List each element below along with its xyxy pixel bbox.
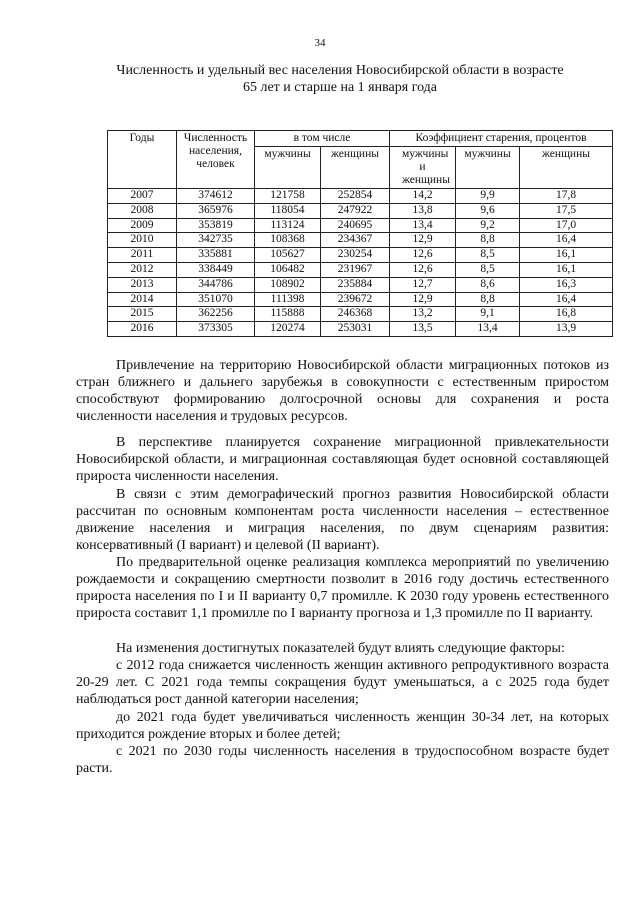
paragraph-7: до 2021 года будет увеличиваться численность женщин 30-34 лет, на которых приходится рождение вторых и более детей;	[76, 710, 609, 742]
cell-men: 113124	[255, 218, 321, 233]
cell-aging-women: 16,4	[520, 292, 613, 307]
page-number: 34	[314, 37, 326, 49]
cell-aging-men: 8,5	[456, 248, 520, 263]
header-men-and-women: мужчины и женщины	[390, 147, 456, 189]
cell-women: 230254	[321, 248, 390, 263]
cell-aging-total: 13,2	[390, 307, 456, 322]
cell-population: 351070	[177, 292, 255, 307]
cell-men: 120274	[255, 322, 321, 337]
cell-aging-men: 8,8	[456, 292, 520, 307]
paragraph-5: На изменения достигнутых показателей будут влиять следующие факторы:	[116, 641, 565, 656]
cell-aging-men: 9,2	[456, 218, 520, 233]
cell-population: 338449	[177, 262, 255, 277]
paragraph-4: По предварительной оценке реализация комплекса мероприятий по увеличению рождаемости и сокращению смертности позволит в 2016 году достичь естественного прироста населения по I и II варианту 0,7 промилле. К 2030 году уровень естественного прироста составит 1,1 промилле по I варианту прогноза и 1,3 промилле по II варианту.	[76, 555, 609, 621]
cell-men: 108902	[255, 277, 321, 292]
cell-aging-women: 17,5	[520, 203, 613, 218]
cell-aging-men: 8,8	[456, 233, 520, 248]
table-row	[108, 189, 613, 204]
cell-population: 365976	[177, 203, 255, 218]
cell-aging-total: 12,9	[390, 292, 456, 307]
cell-year: 2014	[108, 292, 177, 307]
cell-aging-men: 9,6	[456, 203, 520, 218]
page-title	[90, 62, 590, 96]
table-row	[108, 262, 613, 277]
header-men: мужчины	[255, 147, 321, 189]
cell-aging-women: 16,3	[520, 277, 613, 292]
cell-population: 344786	[177, 277, 255, 292]
cell-year: 2016	[108, 322, 177, 337]
table-row	[108, 218, 613, 233]
paragraph-3: В связи с этим демографический прогноз развития Новосибирской области рассчитан по основным компонентам роста численности населения – естественное движение населения и миграция населения, по двум сценариям развития: консервативный (I вариант) и целевой (II вариант).	[76, 487, 609, 553]
cell-men: 118054	[255, 203, 321, 218]
cell-aging-women: 16,8	[520, 307, 613, 322]
cell-men: 115888	[255, 307, 321, 322]
cell-year: 2011	[108, 248, 177, 263]
cell-women: 247922	[321, 203, 390, 218]
cell-aging-total: 13,5	[390, 322, 456, 337]
cell-men: 108368	[255, 233, 321, 248]
cell-women: 235884	[321, 277, 390, 292]
title-line-2: 65 лет и старше на 1 января года	[242, 80, 438, 95]
cell-aging-women: 16,4	[520, 233, 613, 248]
cell-aging-men: 9,9	[456, 189, 520, 204]
population-table	[107, 130, 613, 337]
cell-aging-total: 13,4	[390, 218, 456, 233]
cell-women: 252854	[321, 189, 390, 204]
cell-women: 253031	[321, 322, 390, 337]
cell-population: 335881	[177, 248, 255, 263]
cell-population: 342735	[177, 233, 255, 248]
cell-population: 374612	[177, 189, 255, 204]
header-aging-coefficient: Коэффициент старения, процентов	[390, 131, 613, 147]
paragraph-6: с 2012 года снижается численность женщин активного репродуктивного возраста 20-29 лет. С 2021 года темпы сокращения будут уменьшаться, а с 2025 года будет наблюдаться рост данной категории населения;	[76, 658, 609, 707]
cell-aging-women: 16,1	[520, 248, 613, 263]
cell-women: 240695	[321, 218, 390, 233]
table-row	[108, 233, 613, 248]
paragraph-8: с 2021 по 2030 годы численность населения в трудоспособном возрасте будет расти.	[76, 744, 609, 776]
cell-women: 234367	[321, 233, 390, 248]
cell-aging-men: 13,4	[456, 322, 520, 337]
cell-year: 2009	[108, 218, 177, 233]
header-including: в том числе	[255, 131, 390, 147]
cell-men: 106482	[255, 262, 321, 277]
cell-year: 2015	[108, 307, 177, 322]
cell-women: 231967	[321, 262, 390, 277]
cell-aging-total: 12,7	[390, 277, 456, 292]
cell-year: 2007	[108, 189, 177, 204]
header-aging-men: мужчины	[456, 147, 520, 189]
cell-population: 373305	[177, 322, 255, 337]
cell-aging-women: 13,9	[520, 322, 613, 337]
table-row	[108, 322, 613, 337]
cell-women: 246368	[321, 307, 390, 322]
header-women: женщины	[321, 147, 390, 189]
cell-men: 111398	[255, 292, 321, 307]
header-population: Численность населения, человек	[177, 131, 255, 189]
cell-year: 2012	[108, 262, 177, 277]
paragraph-2: В перспективе планируется сохранение миграционной привлекательности Новосибирской области, и миграционная составляющая будет основной составляющей прироста численности населения.	[76, 435, 609, 484]
cell-aging-men: 8,5	[456, 262, 520, 277]
header-year: Годы	[108, 131, 177, 189]
cell-aging-total: 12,6	[390, 262, 456, 277]
table-row	[108, 248, 613, 263]
table-row	[108, 307, 613, 322]
cell-population: 362256	[177, 307, 255, 322]
cell-year: 2008	[108, 203, 177, 218]
table-row	[108, 277, 613, 292]
cell-women: 239672	[321, 292, 390, 307]
cell-population: 353819	[177, 218, 255, 233]
cell-aging-women: 16,1	[520, 262, 613, 277]
table-row	[108, 203, 613, 218]
cell-year: 2010	[108, 233, 177, 248]
paragraph-1: Привлечение на территорию Новосибирской области миграционных потоков из стран ближнего и дальнего зарубежья в совокупности с естественным приростом способствуют формированию долгосрочной основы для сохранения и роста численности населения и трудовых ресурсов.	[76, 358, 609, 424]
cell-aging-total: 14,2	[390, 189, 456, 204]
cell-men: 121758	[255, 189, 321, 204]
cell-aging-total: 13,8	[390, 203, 456, 218]
cell-aging-total: 12,6	[390, 248, 456, 263]
title-line-1: Численность и удельный вес населения Новосибирской области в возрасте	[116, 63, 564, 78]
cell-aging-men: 8,6	[456, 277, 520, 292]
header-aging-women: женщины	[520, 147, 613, 189]
cell-men: 105627	[255, 248, 321, 263]
cell-aging-total: 12,9	[390, 233, 456, 248]
table-body	[108, 189, 613, 337]
cell-aging-women: 17,8	[520, 189, 613, 204]
cell-year: 2013	[108, 277, 177, 292]
table-row	[108, 292, 613, 307]
cell-aging-men: 9,1	[456, 307, 520, 322]
cell-aging-women: 17,0	[520, 218, 613, 233]
